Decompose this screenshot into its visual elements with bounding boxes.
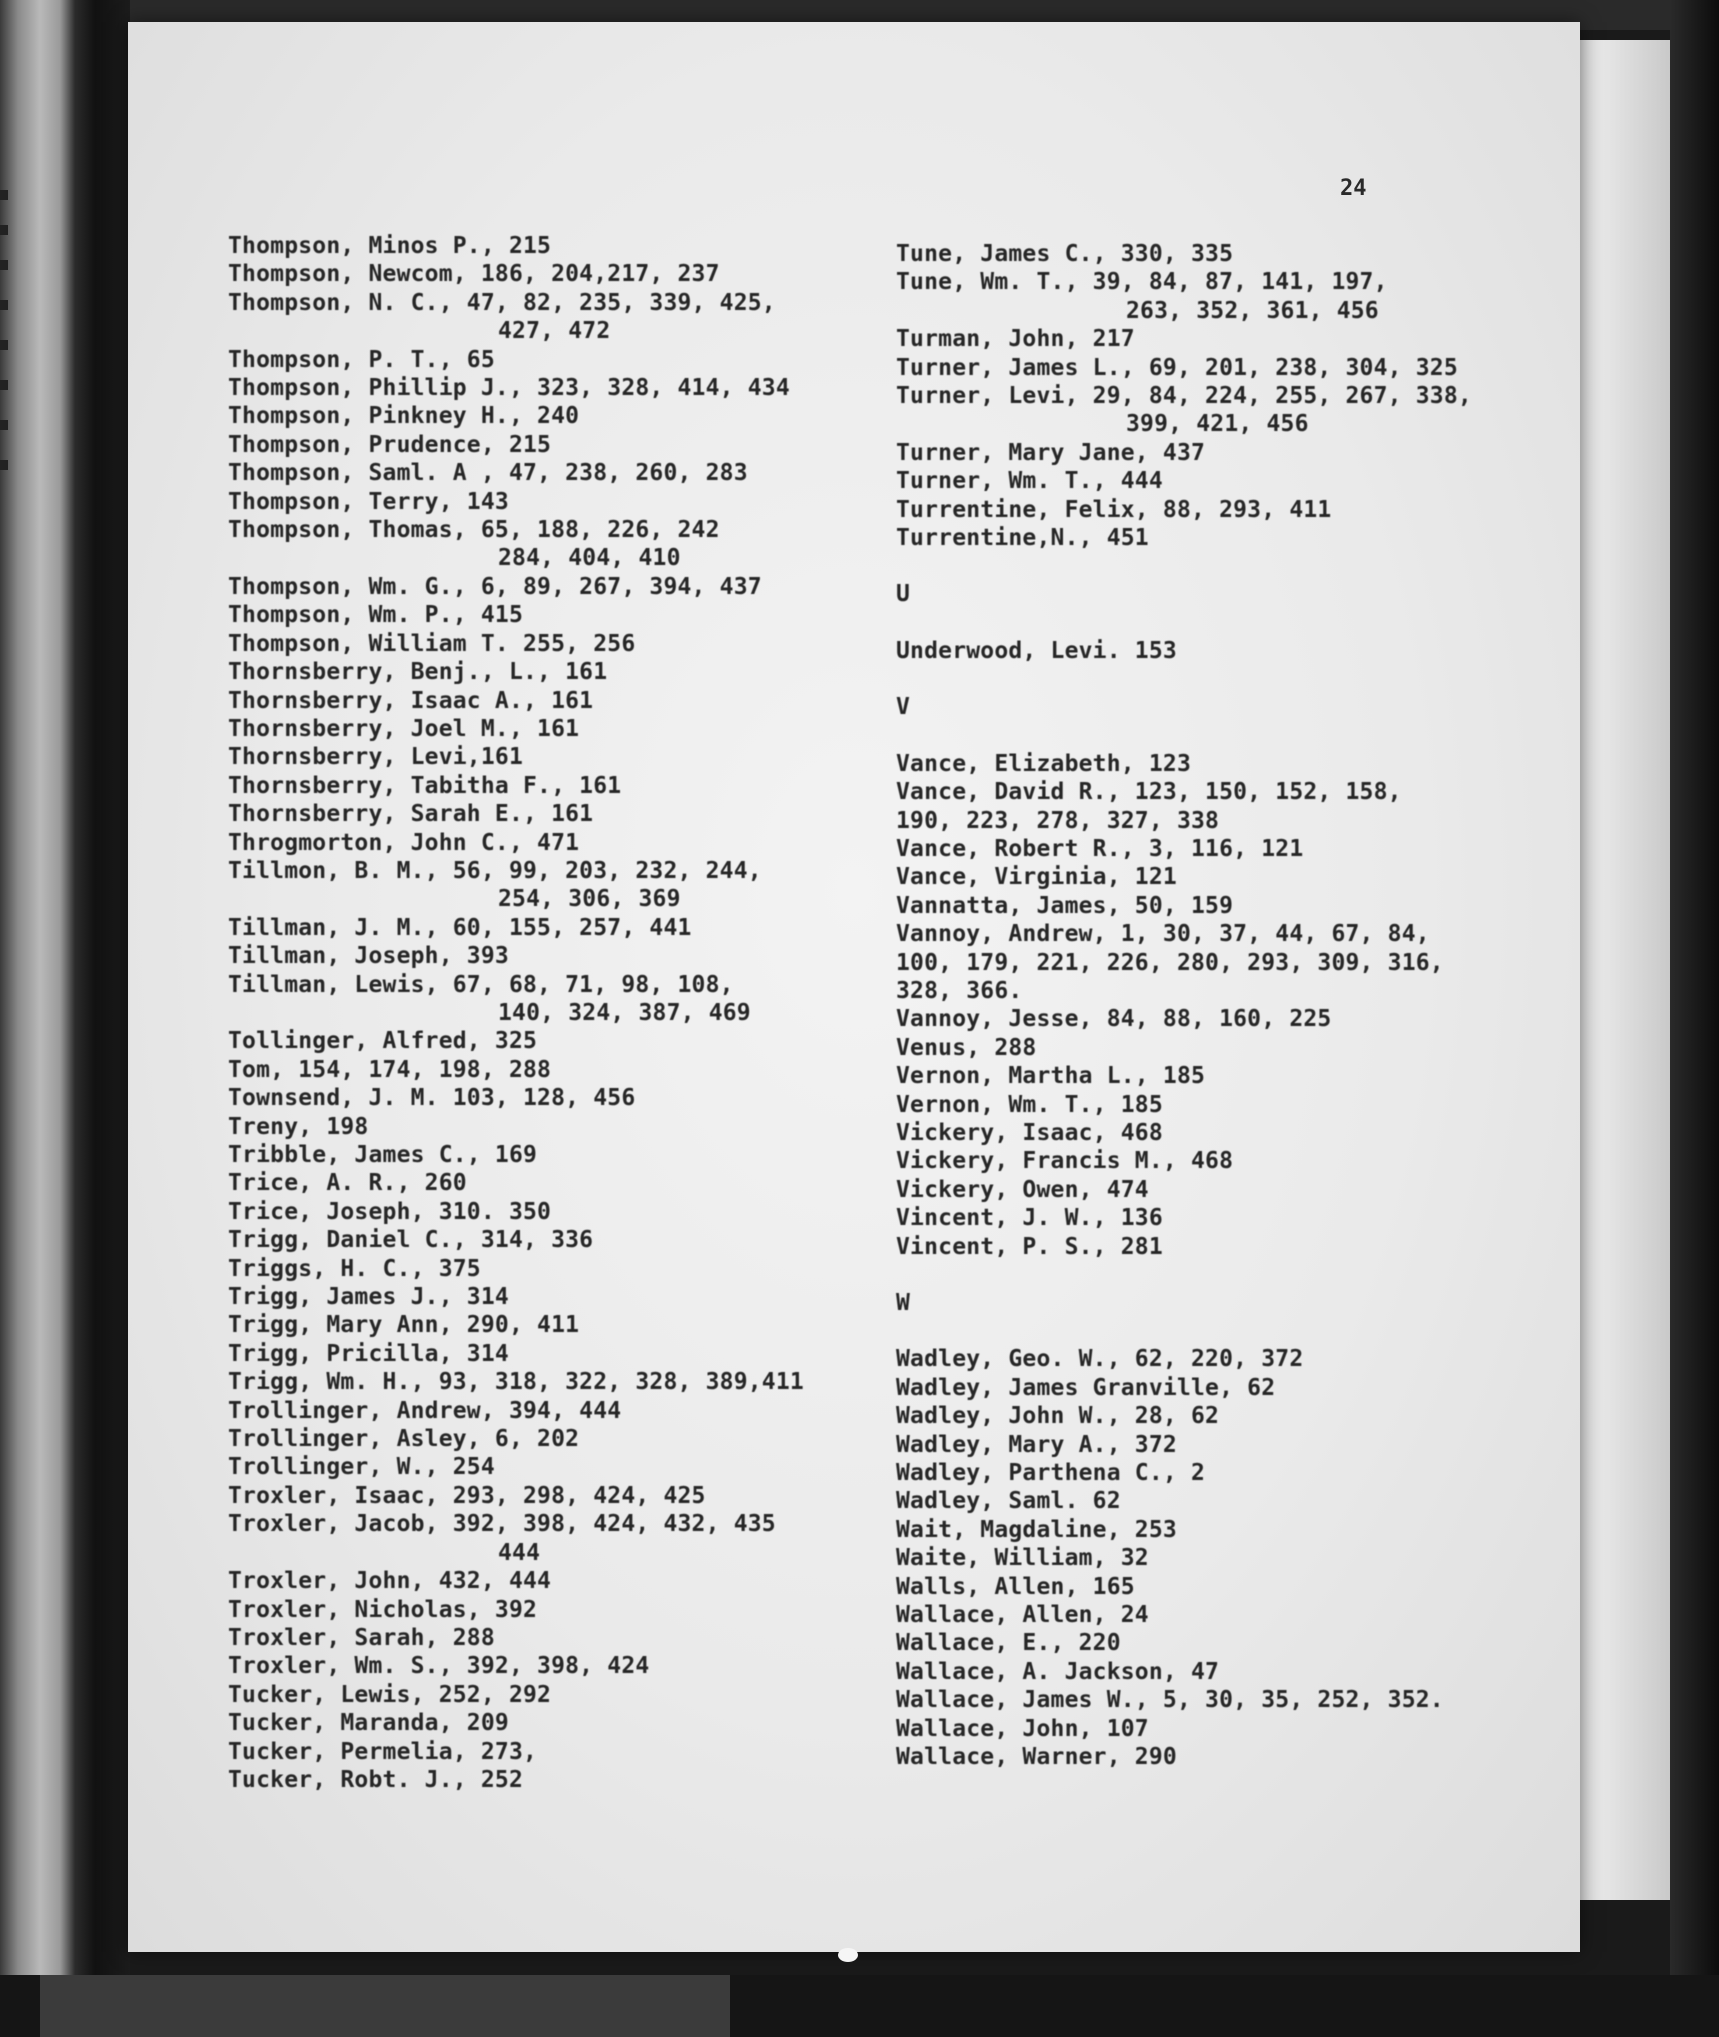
index-entry: Treny, 198 [228, 1113, 369, 1140]
index-entry: Turrentine, Felix, 88, 293, 411 [896, 496, 1332, 523]
index-entry: Troxler, Nicholas, 392 [228, 1596, 538, 1623]
right-index-column [896, 240, 1556, 1772]
index-entry: Tucker, Permelia, 273, [228, 1738, 538, 1765]
index-entry: Waite, William, 32 [896, 1545, 1149, 1572]
index-entry: Wait, Magdaline, 253 [896, 1516, 1177, 1543]
index-entry: Venus, 288 [896, 1034, 1037, 1061]
index-entry: Tune, Wm. T., 39, 84, 87, 141, 197, [896, 269, 1388, 296]
index-entry: Troxler, Jacob, 392, 398, 424, 432, 435 [228, 1511, 776, 1538]
index-entry: Trigg, Mary Ann, 290, 411 [228, 1312, 580, 1339]
t-entries-group [896, 240, 1556, 552]
index-entry: Troxler, Isaac, 293, 298, 424, 425 [228, 1482, 706, 1509]
index-entry: Trollinger, Andrew, 394, 444 [228, 1397, 622, 1424]
index-entry: Tune, James C., 330, 335 [896, 241, 1234, 267]
index-entry: Trice, Joseph, 310. 350 [228, 1198, 552, 1225]
index-entry: Thompson, Saml. A , 47, 238, 260, 283 [228, 460, 748, 487]
left-index-column [228, 232, 868, 1794]
index-entry-continuation: 263, 352, 361, 456 [1126, 297, 1379, 324]
index-entry: Vickery, Francis M., 468 [896, 1148, 1234, 1175]
index-entry: Vance, Virginia, 121 [896, 864, 1177, 891]
index-entry: Trigg, James J., 314 [228, 1284, 509, 1311]
index-entry-continuation: 140, 324, 387, 469 [498, 999, 751, 1026]
index-entry: Thompson, Minos P., 215 [228, 233, 552, 259]
index-entry: Troxler, Wm. S., 392, 398, 424 [228, 1653, 650, 1680]
index-entry: Wallace, James W., 5, 30, 35, 252, 352. [896, 1687, 1444, 1714]
index-entry: Underwood, Levi. 153 [896, 637, 1177, 664]
index-entry: Vickery, Owen, 474 [896, 1176, 1149, 1203]
index-entry: Tucker, Robt. J., 252 [228, 1766, 523, 1793]
index-entry: Vincent, J. W., 136 [896, 1205, 1163, 1232]
index-entry: Wadley, Geo. W., 62, 220, 372 [896, 1346, 1304, 1373]
index-entry: Wadley, James Granville, 62 [896, 1374, 1276, 1401]
index-entry: Thompson, N. C., 47, 82, 235, 339, 425, [228, 289, 776, 316]
section-heading-w: W [896, 1290, 911, 1316]
film-speck [838, 1948, 858, 1962]
index-entry: Troxler, John, 432, 444 [228, 1568, 552, 1595]
w-entries-group [896, 1345, 1556, 1771]
index-entry: Thornsberry, Benj., L., 161 [228, 659, 608, 686]
index-entry: Tillman, Joseph, 393 [228, 943, 509, 970]
index-entry: Wallace, A. Jackson, 47 [896, 1658, 1220, 1685]
index-entry: Wadley, Mary A., 372 [896, 1431, 1177, 1458]
index-entry: Trice, A. R., 260 [228, 1170, 467, 1197]
index-entry: Thompson, Wm. G., 6, 89, 267, 394, 437 [228, 573, 762, 600]
index-entry: Tucker, Maranda, 209 [228, 1710, 509, 1737]
index-entry: Vannoy, Jesse, 84, 88, 160, 225 [896, 1006, 1332, 1033]
index-entry: Turner, Mary Jane, 437 [896, 439, 1206, 466]
index-entry: Thompson, Terry, 143 [228, 488, 509, 515]
index-entry: Thornsberry, Sarah E., 161 [228, 801, 594, 828]
index-entry: Turrentine,N., 451 [896, 525, 1149, 552]
index-entry: Vannatta, James, 50, 159 [896, 892, 1234, 919]
index-entry: Vance, Elizabeth, 123 [896, 750, 1191, 777]
index-entry: Trigg, Pricilla, 314 [228, 1340, 509, 1367]
index-entry: Thornsberry, Tabitha F., 161 [228, 772, 622, 799]
index-entry: Throgmorton, John C., 471 [228, 829, 580, 856]
index-entry: Tucker, Lewis, 252, 292 [228, 1681, 552, 1708]
index-entry: Thompson, Prudence, 215 [228, 431, 552, 458]
index-entry: Trigg, Daniel C., 314, 336 [228, 1227, 594, 1254]
index-entry: Thornsberry, Isaac A., 161 [228, 687, 594, 714]
index-entry: Tom, 154, 174, 198, 288 [228, 1056, 552, 1083]
index-entry: Wadley, John W., 28, 62 [896, 1403, 1220, 1430]
index-entry: Vickery, Isaac, 468 [896, 1119, 1163, 1146]
index-entry: Thompson, Pinkney H., 240 [228, 403, 580, 430]
index-entry: Tillman, Lewis, 67, 68, 71, 98, 108, [228, 971, 734, 998]
book-binding [0, 0, 130, 2037]
index-entry: Wallace, Allen, 24 [896, 1602, 1149, 1629]
index-entry-continuation: 284, 404, 410 [498, 545, 681, 572]
index-entry: Vincent, P. S., 281 [896, 1233, 1163, 1260]
index-entry: Thompson, Newcom, 186, 204,217, 237 [228, 261, 720, 288]
index-entry: Walls, Allen, 165 [896, 1573, 1135, 1600]
index-entry: Wallace, E., 220 [896, 1630, 1121, 1657]
index-entry: Vannoy, Andrew, 1, 30, 37, 44, 67, 84, [896, 921, 1430, 948]
index-entry: Vance, David R., 123, 150, 152, 158, [896, 779, 1402, 806]
index-entry: Vernon, Martha L., 185 [896, 1063, 1206, 1090]
index-entry: Thompson, Phillip J., 323, 328, 414, 434 [228, 375, 790, 402]
index-entry: Wadley, Saml. 62 [896, 1488, 1121, 1515]
index-entry: Thompson, William T. 255, 256 [228, 630, 636, 657]
index-entry-continuation: 399, 421, 456 [1126, 411, 1309, 438]
index-entry: Thornsberry, Joel M., 161 [228, 715, 580, 742]
index-entry: Thornsberry, Levi,161 [228, 744, 523, 771]
index-entry: Turner, James L., 69, 201, 238, 304, 325 [896, 354, 1458, 381]
index-entry: Tollinger, Alfred, 325 [228, 1028, 538, 1055]
index-entry: Trollinger, Asley, 6, 202 [228, 1426, 580, 1453]
index-entry: Wadley, Parthena C., 2 [896, 1460, 1206, 1487]
index-entry-continuation: 328, 366. [896, 977, 1023, 1004]
index-entry: Thompson, Wm. P., 415 [228, 602, 523, 629]
index-entry: Thompson, P. T., 65 [228, 346, 495, 373]
index-entry: Wallace, Warner, 290 [896, 1744, 1177, 1771]
index-entry: Tribble, James C., 169 [228, 1142, 538, 1168]
index-entry-continuation: 427, 472 [498, 318, 611, 345]
index-entry: Trollinger, W., 254 [228, 1454, 495, 1481]
index-entry: Trigg, Wm. H., 93, 318, 322, 328, 389,411 [228, 1369, 804, 1396]
scan-frame-right [1670, 0, 1719, 2037]
index-entry: Turman, John, 217 [896, 326, 1135, 353]
index-entry: Vance, Robert R., 3, 116, 121 [896, 835, 1304, 862]
index-entry: Triggs, H. C., 375 [228, 1255, 481, 1282]
scan-frame-bottom-strip [40, 1975, 730, 2037]
index-entry-continuation: 100, 179, 221, 226, 280, 293, 309, 316, [896, 949, 1444, 976]
index-entry: Tillman, J. M., 60, 155, 257, 441 [228, 914, 692, 941]
index-entry: Troxler, Sarah, 288 [228, 1624, 495, 1651]
section-heading-v: V [896, 694, 911, 721]
index-entry-continuation: 190, 223, 278, 327, 338 [896, 807, 1220, 834]
index-entry: Townsend, J. M. 103, 128, 456 [228, 1085, 636, 1112]
index-entry: Turner, Levi, 29, 84, 224, 255, 267, 338, [896, 383, 1472, 410]
index-entry: Wallace, John, 107 [896, 1715, 1149, 1742]
index-entry-continuation: 254, 306, 369 [498, 886, 681, 913]
index-entry-continuation: 444 [498, 1539, 541, 1566]
page-number: 24 [1340, 176, 1367, 201]
index-entry: Turner, Wm. T., 444 [896, 468, 1163, 495]
u-entries-group [896, 637, 1556, 665]
index-entry: Thompson, Thomas, 65, 188, 226, 242 [228, 517, 720, 544]
section-heading-u: U [896, 581, 911, 608]
v-entries-group [896, 750, 1556, 1261]
index-entry: Vernon, Wm. T., 185 [896, 1091, 1163, 1118]
index-entry: Tillmon, B. M., 56, 99, 203, 232, 244, [228, 857, 762, 884]
